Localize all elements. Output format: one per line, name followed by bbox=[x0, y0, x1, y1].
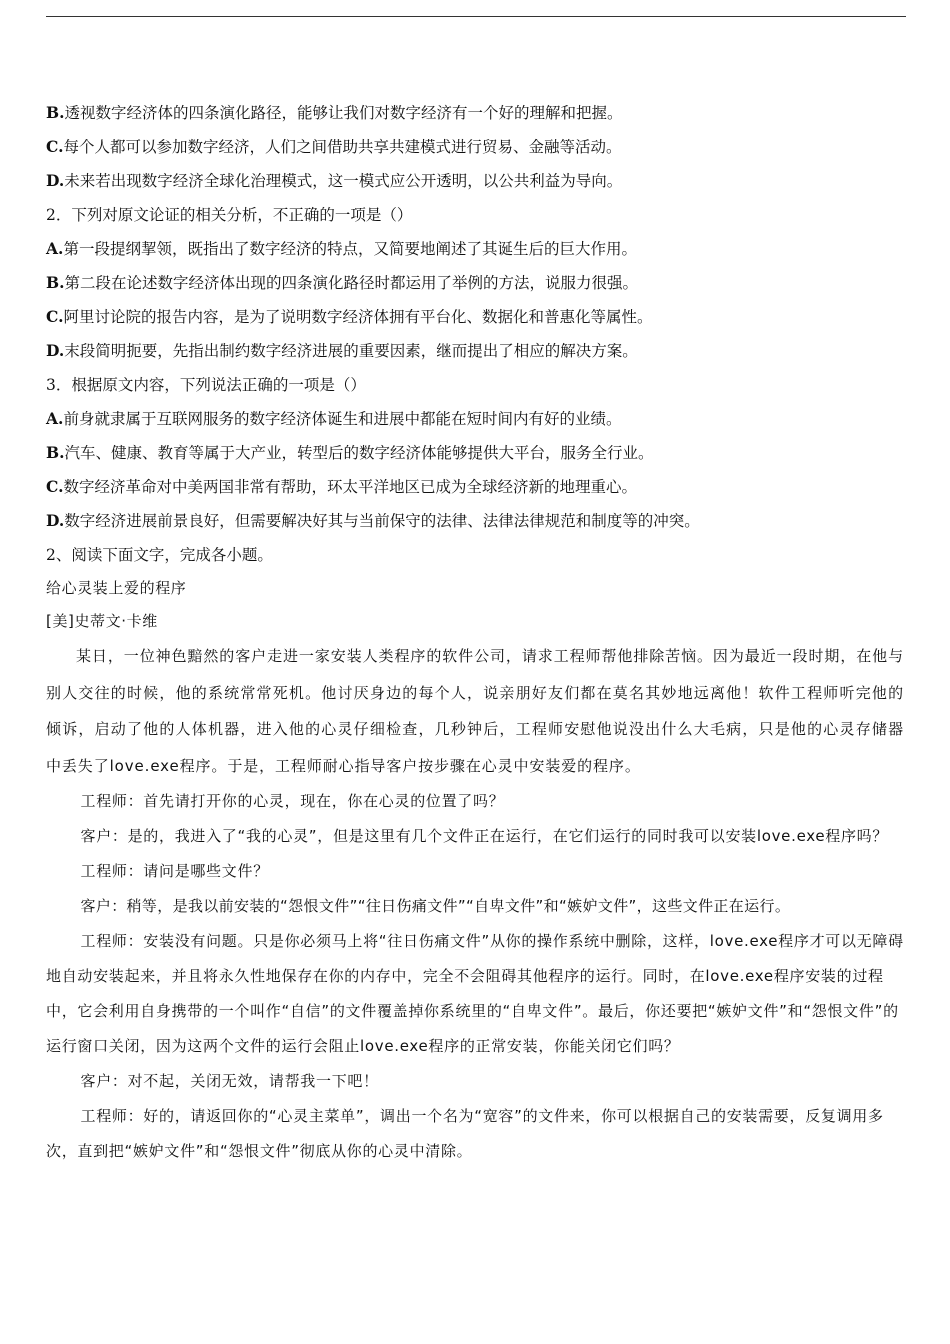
option-letter: B. bbox=[46, 103, 65, 122]
q3-option-b bbox=[46, 436, 912, 470]
option-text: 汽车、健康、教育等属于大产业，转型后的数字经济体能够提供大平台，服务全行业。 bbox=[64, 444, 654, 462]
option-letter: C. bbox=[46, 137, 64, 156]
option-letter: C. bbox=[46, 307, 64, 326]
option-letter: B. bbox=[46, 443, 65, 462]
option-text: 第二段在论述数字经济体出现的四条演化路径时都运用了举例的方法，说服力很强。 bbox=[64, 274, 639, 292]
option-letter: C. bbox=[46, 477, 64, 496]
article-opening-paragraph: 某日，一位神色黯然的客户走进一家安装人类程序的软件公司，请求工程师帮他排除苦恼。因为最近一段时期，在他与别人交往的时候，他的系统常常死机。他讨厌身边的每个人，说亲朋好友们都在莫名其妙地远离他！软件工程师听完他的倾诉，启动了他的人体机器，进入他的心灵仔细检查，几秒钟后，工程师安慰他说没出什么大毛病，只是他的心灵存储器中丢失了love.exe程序。于是，工程师耐心指导客户按步骤在心灵中安装爱的程序。 bbox=[46, 647, 904, 775]
option-text: 阿里讨论院的报告内容，是为了说明数字经济体拥有平台化、数据化和普惠化等属性。 bbox=[63, 308, 653, 326]
document-body bbox=[46, 96, 912, 1169]
q3-stem: 3．根据原文内容，下列说法正确的一项是（） bbox=[46, 376, 366, 394]
q2-option-d bbox=[46, 334, 912, 368]
page-top-rule bbox=[46, 16, 906, 17]
option-letter: D. bbox=[46, 511, 65, 530]
option-letter: D. bbox=[46, 341, 65, 360]
dialogue-line: 工程师：安装没有问题。只是你必须马上将“往日伤痛文件”从你的操作系统中删除，这样，love.exe程序才可以无障碍地自动安装起来，并且将永久性地保存在你的内存中，完全不会阻碍其他程序的运行。同时，在love.exe程序安装的过程中，它会利用自身携带的一个叫作“自信”的文件覆盖掉你系统里的“自卑文件”。最后，你还要把“嫉妒文件”和“怨恨文件”的运行窗口关闭，因为这两个文件的运行会阻止love.exe程序的正常安装，你能关闭它们吗？ bbox=[46, 932, 904, 1055]
dialogue-line: 工程师：好的，请返回你的“心灵主菜单”，调出一个名为“宽容”的文件来，你可以根据自己的安装需要，反复调用多次，直到把“嫉妒文件”和“怨恨文件”彻底从你的心灵中清除。 bbox=[46, 1107, 884, 1160]
option-text: 每个人都可以参加数字经济，人们之间借助共享共建模式进行贸易、金融等活动。 bbox=[63, 138, 622, 156]
article-title: 给心灵装上爱的程序 bbox=[46, 579, 187, 597]
q1-option-d bbox=[46, 164, 912, 198]
dialogue-line: 客户：对不起，关闭无效，请帮我一下吧！ bbox=[80, 1072, 379, 1090]
q2-option-a bbox=[46, 232, 912, 266]
q3-option-a bbox=[46, 402, 912, 436]
section2-intro: 2、阅读下面文字，完成各小题。 bbox=[46, 546, 273, 564]
q2-stem: 2．下列对原文论证的相关分析，不正确的一项是（） bbox=[46, 206, 413, 224]
dialogue-line: 客户：稍等，是我以前安装的“怨恨文件”“往日伤痛文件”“自卑文件”和“嫉妒文件”，这些文件正在运行。 bbox=[80, 897, 791, 915]
option-text: 未来若出现数字经济全球化治理模式，这一模式应公开透明，以公共利益为导向。 bbox=[64, 172, 623, 190]
option-text: 末段简明扼要，先指出制约数字经济进展的重要因素，继而提出了相应的解决方案。 bbox=[64, 342, 638, 360]
option-text: 前身就隶属于互联网服务的数字经济体诞生和进展中都能在短时间内有好的业绩。 bbox=[63, 410, 622, 428]
option-text: 数字经济进展前景良好，但需要解决好其与当前保守的法律、法律法律规范和制度等的冲突。 bbox=[64, 512, 700, 530]
q2-option-c bbox=[46, 300, 912, 334]
dialogue-line: 工程师：首先请打开你的心灵，现在，你在心灵的位置了吗？ bbox=[80, 792, 505, 810]
option-letter: A. bbox=[46, 409, 64, 428]
q1-option-c bbox=[46, 130, 912, 164]
option-letter: B. bbox=[46, 273, 65, 292]
q1-option-b bbox=[46, 96, 912, 130]
option-text: 第一段提纲挈领，既指出了数字经济的特点，又简要地阐述了其诞生后的巨大作用。 bbox=[63, 240, 637, 258]
article-author: [美]史蒂文·卡维 bbox=[46, 612, 158, 630]
q3-option-d bbox=[46, 504, 912, 538]
option-letter: A. bbox=[46, 239, 64, 258]
option-text: 数字经济革命对中美两国非常有帮助，环太平洋地区已成为全球经济新的地理重心。 bbox=[63, 478, 637, 496]
option-text: 透视数字经济体的四条演化路径，能够让我们对数字经济有一个好的理解和把握。 bbox=[64, 104, 623, 122]
dialogue-line: 客户：是的，我进入了“我的心灵”，但是这里有几个文件正在运行，在它们运行的同时我可以安装love.exe程序吗？ bbox=[80, 827, 889, 845]
dialogue-line: 工程师：请问是哪些文件？ bbox=[80, 862, 269, 880]
q3-option-c bbox=[46, 470, 912, 504]
option-letter: D. bbox=[46, 171, 65, 190]
q2-option-b bbox=[46, 266, 912, 300]
